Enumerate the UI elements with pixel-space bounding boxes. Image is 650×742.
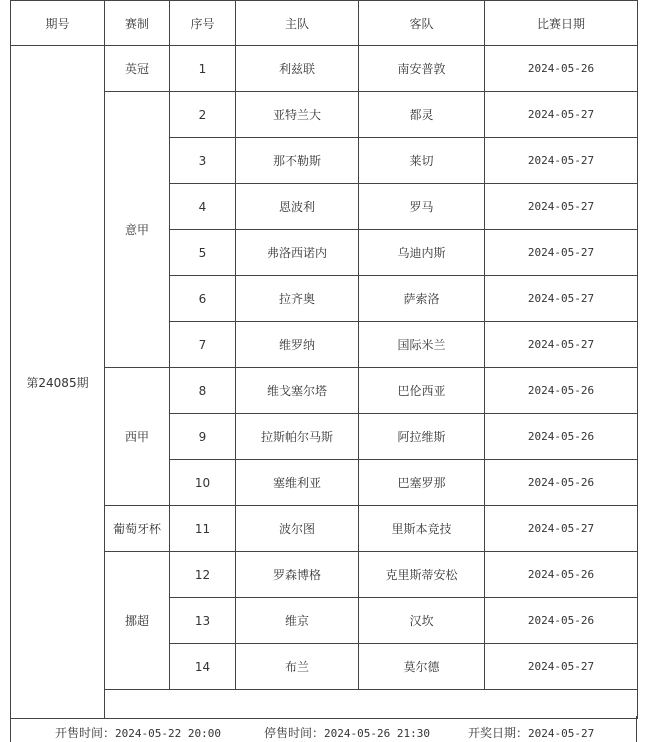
home-team-cell: 罗森博格 bbox=[236, 552, 359, 598]
match-date-cell: 2024-05-26 bbox=[485, 46, 638, 92]
away-team-cell: 汉坎 bbox=[359, 598, 485, 644]
competition-cell: 英冠 bbox=[105, 46, 170, 92]
draw-date bbox=[468, 724, 594, 741]
seq-cell: 4 bbox=[170, 184, 236, 230]
home-team-cell: 恩波利 bbox=[236, 184, 359, 230]
away-team-cell: 巴塞罗那 bbox=[359, 460, 485, 506]
match-date-cell: 2024-05-26 bbox=[485, 414, 638, 460]
home-team-cell: 拉斯帕尔马斯 bbox=[236, 414, 359, 460]
table-row bbox=[11, 92, 638, 138]
competition-cell: 葡萄牙杯 bbox=[105, 506, 170, 552]
seq-cell: 11 bbox=[170, 506, 236, 552]
seq-cell: 9 bbox=[170, 414, 236, 460]
match-date-cell: 2024-05-27 bbox=[485, 506, 638, 552]
header-period: 期号 bbox=[11, 1, 105, 46]
away-team-cell: 莱切 bbox=[359, 138, 485, 184]
away-team-cell: 巴伦西亚 bbox=[359, 368, 485, 414]
header-row bbox=[11, 1, 638, 46]
draw-date-value: 2024-05-27 bbox=[528, 727, 595, 740]
match-date-cell: 2024-05-27 bbox=[485, 644, 638, 690]
match-date-cell: 2024-05-27 bbox=[485, 322, 638, 368]
sale-start bbox=[55, 724, 221, 741]
match-date-cell: 2024-05-27 bbox=[485, 138, 638, 184]
sale-start-label: 开售时间： bbox=[55, 726, 116, 740]
away-team-cell: 克里斯蒂安松 bbox=[359, 552, 485, 598]
match-rows bbox=[11, 46, 638, 719]
seq-cell: 10 bbox=[170, 460, 236, 506]
seq-cell: 1 bbox=[170, 46, 236, 92]
header-competition: 赛制 bbox=[105, 1, 170, 46]
seq-cell: 6 bbox=[170, 276, 236, 322]
table-row bbox=[11, 506, 638, 552]
sale-stop-label: 停售时间： bbox=[264, 726, 325, 740]
match-date-cell: 2024-05-27 bbox=[485, 276, 638, 322]
home-team-cell: 维京 bbox=[236, 598, 359, 644]
header-home: 主队 bbox=[236, 1, 359, 46]
header-seq: 序号 bbox=[170, 1, 236, 46]
seq-cell: 5 bbox=[170, 230, 236, 276]
table-row bbox=[11, 368, 638, 414]
match-date-cell: 2024-05-26 bbox=[485, 460, 638, 506]
match-date-cell: 2024-05-27 bbox=[485, 184, 638, 230]
home-team-cell: 维戈塞尔塔 bbox=[236, 368, 359, 414]
away-team-cell: 阿拉维斯 bbox=[359, 414, 485, 460]
match-schedule-table bbox=[10, 0, 638, 719]
seq-cell: 14 bbox=[170, 644, 236, 690]
table-row bbox=[11, 46, 638, 92]
away-team-cell: 乌迪内斯 bbox=[359, 230, 485, 276]
home-team-cell: 维罗纳 bbox=[236, 322, 359, 368]
away-team-cell: 里斯本竞技 bbox=[359, 506, 485, 552]
seq-cell: 13 bbox=[170, 598, 236, 644]
sale-stop bbox=[264, 724, 430, 741]
match-date-cell: 2024-05-27 bbox=[485, 230, 638, 276]
match-date-cell: 2024-05-27 bbox=[485, 92, 638, 138]
seq-cell: 3 bbox=[170, 138, 236, 184]
header-date: 比赛日期 bbox=[485, 1, 638, 46]
blank-row bbox=[11, 690, 638, 719]
home-team-cell: 拉齐奥 bbox=[236, 276, 359, 322]
period-cell: 第24085期 bbox=[11, 46, 105, 719]
table-row bbox=[11, 552, 638, 598]
sale-stop-value: 2024-05-26 21:30 bbox=[324, 727, 430, 740]
home-team-cell: 布兰 bbox=[236, 644, 359, 690]
away-team-cell: 都灵 bbox=[359, 92, 485, 138]
home-team-cell: 塞维利亚 bbox=[236, 460, 359, 506]
home-team-cell: 波尔图 bbox=[236, 506, 359, 552]
home-team-cell: 弗洛西诺内 bbox=[236, 230, 359, 276]
away-team-cell: 萨索洛 bbox=[359, 276, 485, 322]
away-team-cell: 莫尔德 bbox=[359, 644, 485, 690]
competition-cell: 西甲 bbox=[105, 368, 170, 506]
away-team-cell: 国际米兰 bbox=[359, 322, 485, 368]
home-team-cell: 利兹联 bbox=[236, 46, 359, 92]
match-date-cell: 2024-05-26 bbox=[485, 552, 638, 598]
home-team-cell: 亚特兰大 bbox=[236, 92, 359, 138]
competition-cell: 意甲 bbox=[105, 92, 170, 368]
competition-cell: 挪超 bbox=[105, 552, 170, 690]
header-away: 客队 bbox=[359, 1, 485, 46]
blank-cell bbox=[105, 690, 638, 719]
away-team-cell: 南安普敦 bbox=[359, 46, 485, 92]
seq-cell: 2 bbox=[170, 92, 236, 138]
match-date-cell: 2024-05-26 bbox=[485, 368, 638, 414]
seq-cell: 7 bbox=[170, 322, 236, 368]
away-team-cell: 罗马 bbox=[359, 184, 485, 230]
home-team-cell: 那不勒斯 bbox=[236, 138, 359, 184]
draw-date-label: 开奖日期： bbox=[468, 726, 529, 740]
sale-info-footer bbox=[10, 716, 637, 742]
match-date-cell: 2024-05-26 bbox=[485, 598, 638, 644]
seq-cell: 12 bbox=[170, 552, 236, 598]
sale-start-value: 2024-05-22 20:00 bbox=[115, 727, 221, 740]
seq-cell: 8 bbox=[170, 368, 236, 414]
